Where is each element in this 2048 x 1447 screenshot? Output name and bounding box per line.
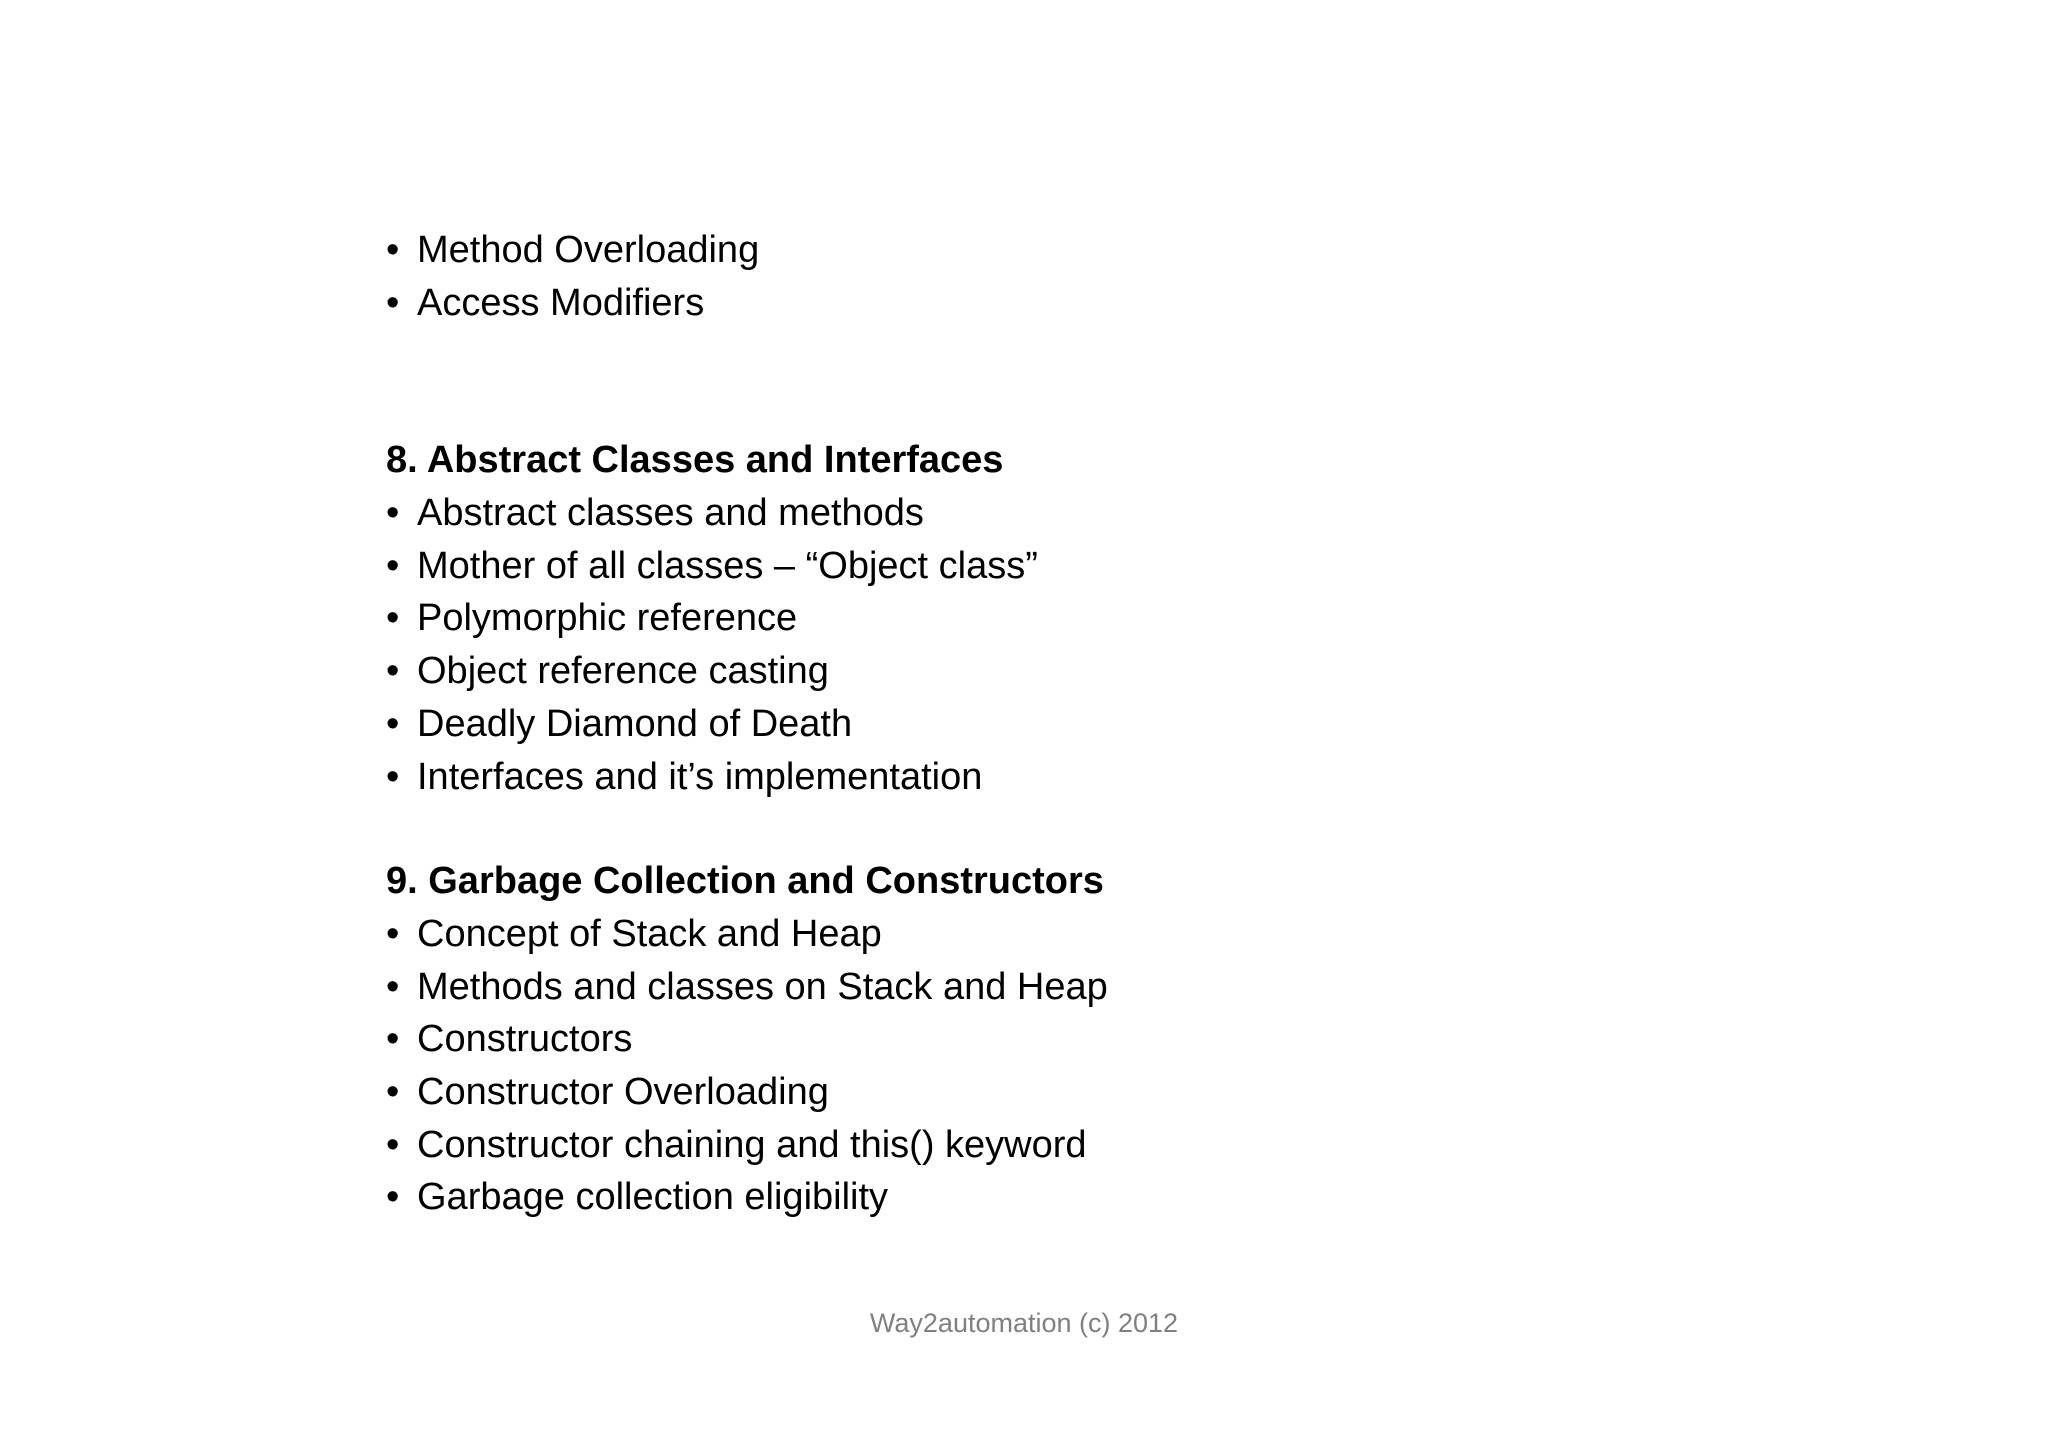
list-item [386, 645, 1686, 698]
section-9-heading: 9. Garbage Collection and Constructors [386, 860, 1104, 903]
list-item [386, 224, 1686, 277]
bullet-glyph: • [386, 281, 400, 324]
list-item-text: Method Overloading [417, 229, 760, 271]
list-item-text: Constructors [417, 1018, 633, 1061]
section-8-heading: 8. Abstract Classes and Interfaces [386, 439, 1004, 482]
list-item-text: Garbage collection eligibility [417, 1176, 889, 1219]
list-item [386, 1013, 1686, 1066]
list-item [386, 487, 1686, 540]
list-item [386, 1119, 1686, 1172]
list-item-text: Polymorphic reference [417, 597, 798, 640]
list-item [386, 1066, 1686, 1119]
list-item [386, 698, 1686, 751]
bullet-glyph: • [386, 597, 400, 640]
bullet-glyph: • [386, 1176, 400, 1219]
list-item [386, 592, 1686, 645]
bullet-glyph: • [386, 650, 400, 693]
list-item [386, 1171, 1686, 1224]
bullet-glyph: • [386, 492, 400, 535]
list-item-text: Object reference casting [417, 650, 829, 693]
bullet-glyph: • [386, 965, 400, 1008]
list-item-text: Constructor chaining and this() keyword [417, 1123, 1087, 1166]
list-item [386, 277, 1686, 330]
footer-copyright: Way2automation (c) 2012 [869, 1308, 1179, 1338]
list-item [386, 751, 1686, 804]
list-item-text: Concept of Stack and Heap [417, 912, 882, 955]
list-item-text: Deadly Diamond of Death [417, 702, 853, 745]
bullet-glyph: • [386, 229, 400, 271]
bullet-glyph: • [386, 702, 400, 745]
bullet-glyph: • [386, 755, 400, 798]
bullet-glyph: • [386, 1070, 400, 1113]
list-item-text: Interfaces and it’s implementation [417, 755, 983, 798]
bullet-glyph: • [386, 1018, 400, 1061]
list-item [386, 908, 1686, 961]
spacer [386, 803, 1686, 855]
list-item-text: Constructor Overloading [417, 1070, 829, 1113]
list-item-text: Access Modifiers [417, 281, 705, 324]
bullet-glyph: • [386, 1123, 400, 1166]
list-item [386, 961, 1686, 1014]
list-item-text: Methods and classes on Stack and Heap [417, 965, 1108, 1008]
list-item-text: Mother of all classes – “Object class” [417, 544, 1038, 587]
list-item-text: Abstract classes and methods [417, 492, 924, 535]
list-item [386, 540, 1686, 593]
bullet-glyph: • [386, 544, 400, 587]
bullet-glyph: • [386, 912, 400, 955]
spacer [386, 329, 1686, 434]
slide-content [386, 224, 1686, 1224]
